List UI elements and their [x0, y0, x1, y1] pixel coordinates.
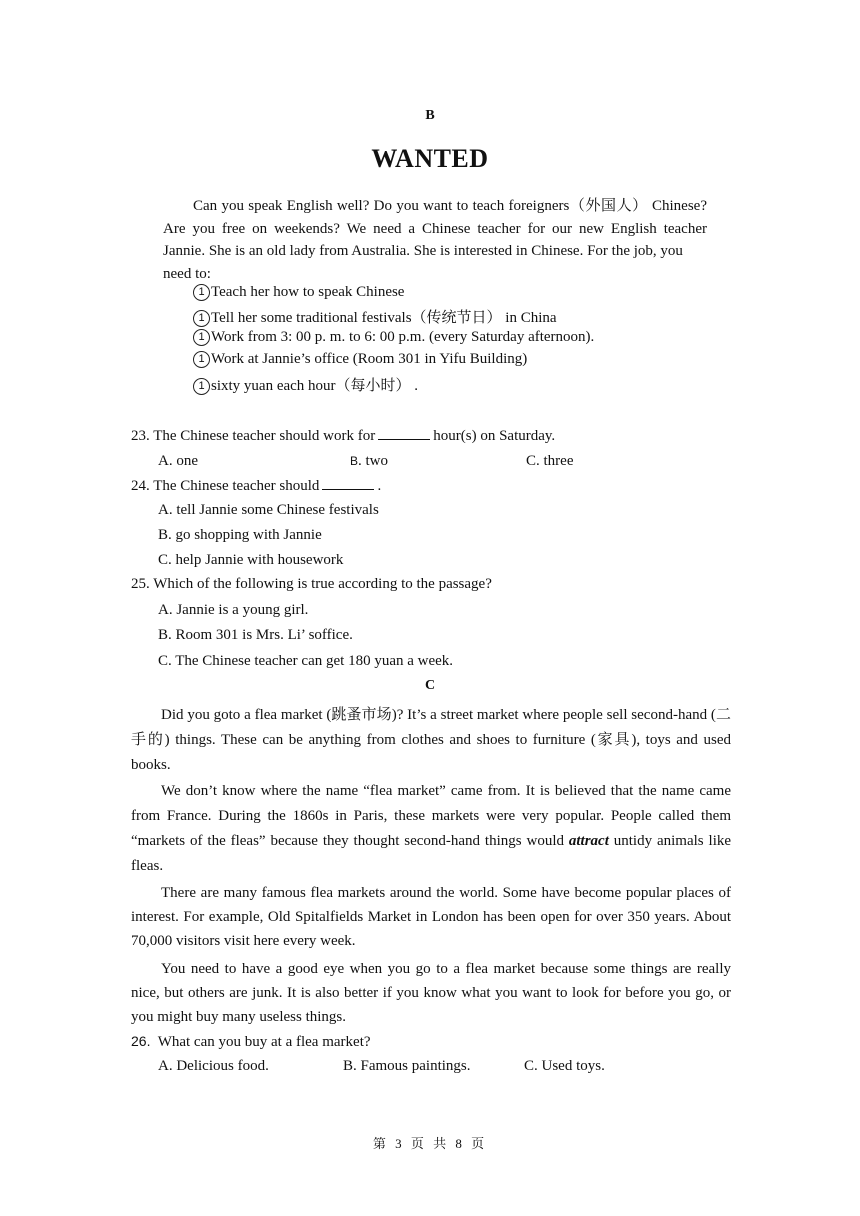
q24-option-b: B. go shopping with Jannie [158, 527, 322, 543]
section-b-label: B [425, 108, 435, 123]
ad-item: 1 Tell her some traditional festivals（传统节日） in China [193, 306, 557, 327]
answer-blank [322, 489, 374, 490]
ad-item: 1 Work from 3: 00 p. m. to 6: 00 p.m. (every Saturday afternoon). [193, 329, 594, 346]
circled-number-icon: 1 [193, 329, 210, 346]
q25-option-c: C. The Chinese teacher can get 180 yuan a week. [158, 653, 454, 669]
ad-title: WANTED [371, 144, 489, 173]
q24-option-a: A. tell Jannie some Chinese festivals [158, 502, 379, 518]
ad-intro [163, 195, 707, 263]
q26-option-b: B. Famous paintings. [343, 1058, 471, 1074]
ad-intro-text: Can you speak English well? Do you want to teach foreigners（外国人） Chinese? Are you free on weekends? We need a Chinese teacher for our new English teacher Jannie. She is an old lady from Australia. She is interested in Chinese. For the job, you [163, 198, 707, 259]
question-25: 25. Which of the following is true according to the passage? [131, 576, 492, 592]
ad-item: 1 sixty yuan each hour（每小时） . [193, 374, 418, 395]
passage-c-paragraph-3: There are many famous flea markets around the world. Some have become popular places of interest. For example, Old Spitalfields Market in London has been open for over 350 years. About 70,000 visitors visit here every week. [131, 885, 731, 949]
circled-number-icon: 1 [193, 351, 210, 368]
emphasized-word: attract [568, 833, 609, 849]
answer-blank [378, 439, 430, 440]
q26-option-c: C. Used toys. [524, 1058, 605, 1074]
ad-item: 1 Teach her how to speak Chinese [193, 284, 404, 301]
ad-item: 1 Work at Jannie’s office (Room 301 in Yifu Building) [193, 351, 527, 368]
circled-number-icon: 1 [193, 310, 210, 327]
passage-c-paragraph-2: We don’t know where the name “flea market” came from. It is believed that the name came from France. During the 1860s in Paris, these markets were very popular. People called them “markets of the fleas” because they thought second-hand things would attract untidy animals like fleas. [131, 783, 732, 874]
passage-c-paragraph-1: Did you goto a flea market (跳蚤市场)? It’s a street market where people sell second-hand (二手的) things. These can be anything from clothes and shoes to furniture (家具), toys and used books. [131, 707, 731, 773]
circled-number-icon: 1 [193, 284, 210, 301]
q26-option-a: A. Delicious food. [158, 1058, 269, 1074]
passage-c-paragraph-4: You need to have a good eye when you go to a flea market because some things are really nice, but others are junk. It is also better if you know what you want to look for before you go, or you might buy many useless things. [131, 961, 731, 1025]
circled-number-icon: 1 [193, 378, 210, 395]
question-23: 23. The Chinese teacher should work for hour(s) on Saturday. [131, 428, 556, 444]
q25-option-b: B. Room 301 is Mrs. Li’ soffice. [158, 627, 353, 643]
section-c-label: C [424, 678, 436, 693]
page-footer: 第 3 页 共 8 页 [372, 1136, 488, 1151]
q23-option-b: B. two [350, 453, 389, 469]
q23-option-a: A. one [158, 453, 198, 469]
question-26: 26. What can you buy at a flea market? [131, 1033, 371, 1050]
q25-option-a: A. Jannie is a young girl. [158, 602, 309, 618]
ad-intro-end: need to: [163, 266, 211, 282]
q23-option-c: C. three [526, 453, 574, 469]
q24-option-c: C. help Jannie with housework [158, 552, 344, 568]
question-24: 24. The Chinese teacher should . [131, 478, 382, 494]
